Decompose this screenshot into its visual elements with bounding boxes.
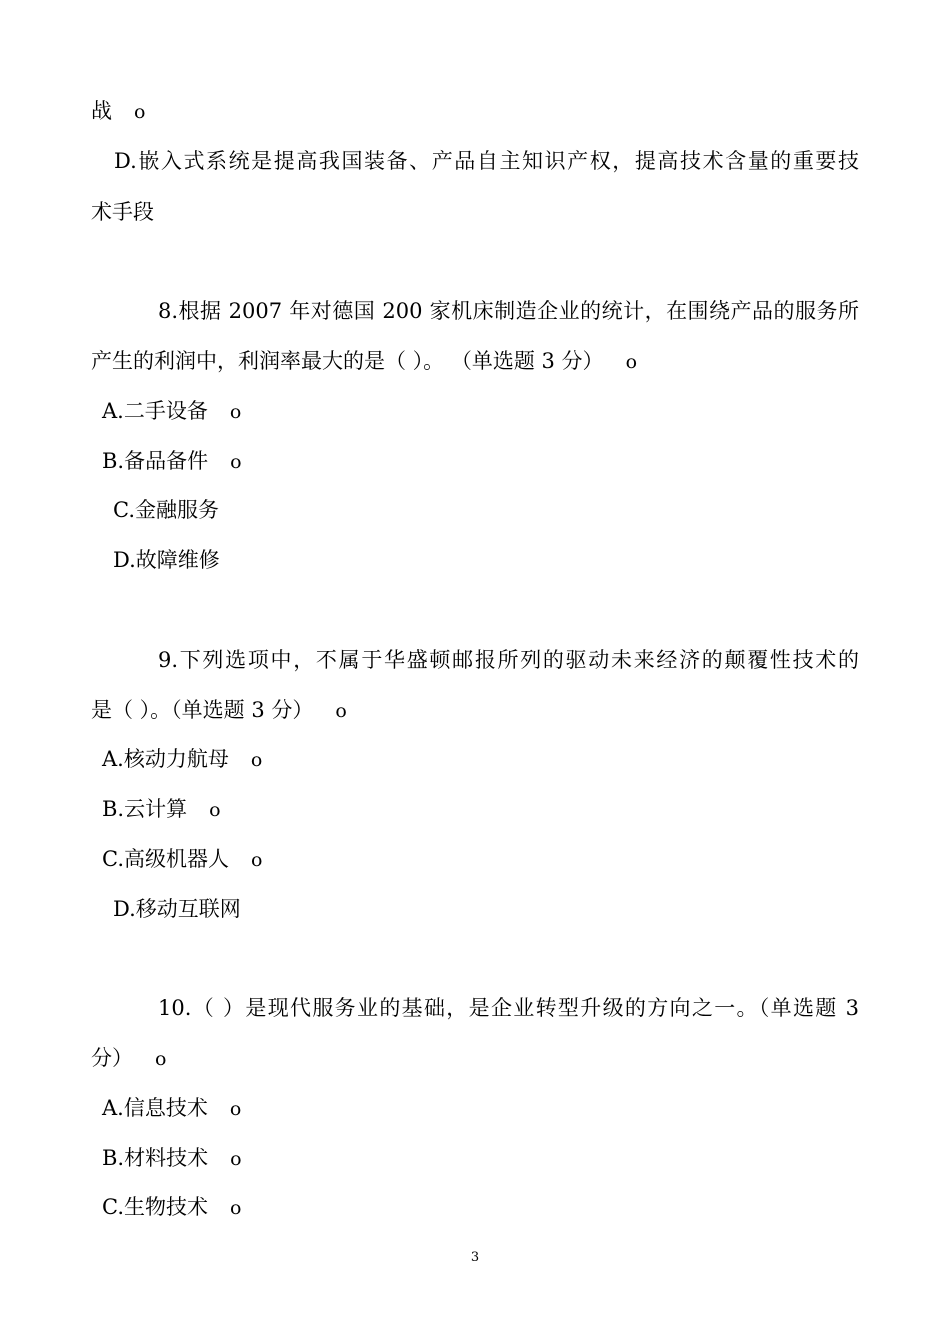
answer-mark: o	[209, 799, 221, 821]
option-d	[113, 895, 241, 923]
option-b	[102, 795, 221, 824]
option-a	[102, 745, 262, 774]
option-d-line1: D.嵌入式系统是提高我国装备、产品自主知识产权，提高技术含量的重要技	[114, 149, 859, 173]
question-stem-line2	[91, 1044, 166, 1073]
answer-mark: o	[250, 749, 263, 771]
option-label: C.高级机器人	[102, 847, 229, 871]
question-stem-text: 产生的利润中，利润率最大的是（ ）。 （单选题 3 分）	[91, 349, 604, 373]
question-stem-line1: 9.下列选项中，不属于华盛顿邮报所列的驱动未来经济的颠覆性技术的	[158, 648, 859, 672]
option-label: B.备品备件	[102, 449, 209, 473]
option-label: A.信息技术	[102, 1096, 208, 1120]
option-label: D.故障维修	[113, 548, 220, 572]
option-label: B.云计算	[102, 797, 188, 821]
option-a	[102, 1094, 241, 1123]
option-label: D.移动互联网	[113, 897, 241, 921]
option-c	[113, 496, 219, 524]
answer-mark: o	[134, 101, 146, 123]
option-b	[102, 1144, 242, 1173]
option-label: C.金融服务	[113, 498, 219, 522]
option-label: A.二手设备	[102, 399, 208, 423]
page-number: 3	[470, 1250, 480, 1265]
option-c	[102, 845, 262, 874]
answer-mark: o	[229, 401, 242, 423]
question-stem-line2	[91, 696, 347, 725]
answer-mark: o	[251, 849, 263, 871]
question-stem-line2	[91, 347, 637, 376]
option-d	[113, 546, 220, 574]
question-stem-text: 是（ ）。（单选题 3 分）	[91, 698, 314, 722]
question-stem-line1: 10.（ ）是现代服务业的基础，是企业转型升级的方向之一。（单选题 3	[158, 996, 859, 1020]
option-c	[102, 1193, 241, 1222]
option-label: C.生物技术	[102, 1195, 208, 1219]
answer-mark: o	[229, 1098, 242, 1120]
option-label: B.材料技术	[102, 1146, 209, 1170]
answer-mark: o	[625, 351, 638, 373]
question-stem-line1: 8.根据 2007 年对德国 200 家机床制造企业的统计，在围绕产品的服务所	[158, 299, 859, 323]
continuation-tail-text: 战	[91, 99, 112, 123]
answer-mark: o	[335, 700, 347, 722]
answer-mark: o	[230, 1148, 242, 1170]
option-d-line2: 术手段	[91, 200, 154, 224]
option-b	[102, 447, 242, 476]
option-a	[102, 397, 241, 426]
answer-mark: o	[230, 451, 242, 473]
continuation-tail-line	[91, 97, 145, 126]
option-label: A.核动力航母	[102, 747, 229, 771]
question-stem-text: 分）	[91, 1046, 133, 1070]
answer-mark: o	[230, 1197, 242, 1219]
answer-mark: o	[155, 1048, 167, 1070]
